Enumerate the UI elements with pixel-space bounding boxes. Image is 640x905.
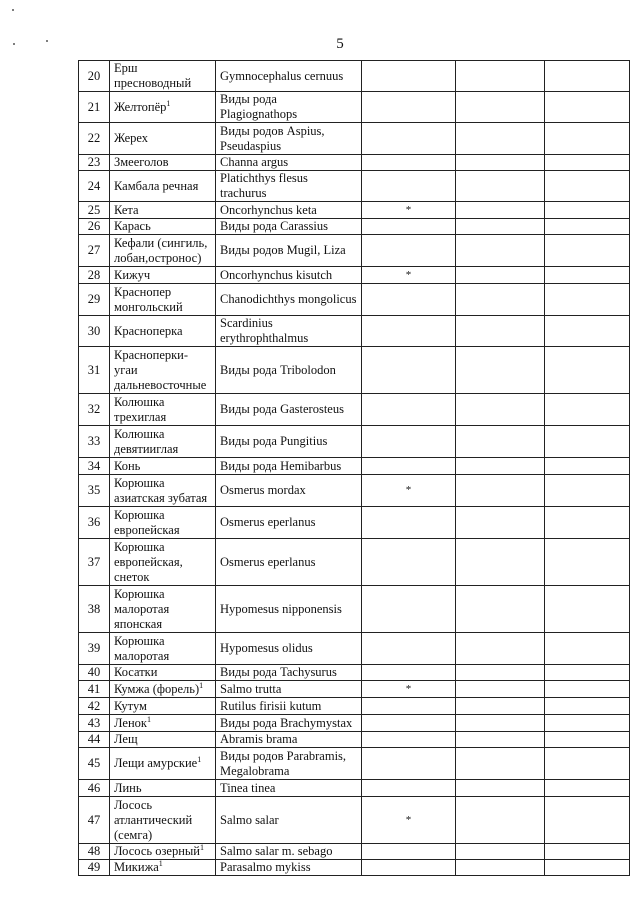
latin-name-cell	[216, 426, 362, 458]
mark-cell	[362, 219, 456, 235]
mark-cell: *	[362, 797, 456, 844]
russian-name-cell	[110, 748, 216, 780]
empty-cell	[545, 539, 630, 586]
footnote-marker: 1	[158, 859, 163, 868]
empty-cell	[545, 171, 630, 202]
table-row	[79, 507, 630, 539]
footnote-marker: 1	[166, 98, 171, 108]
latin-name: Hypomesus nipponensis	[220, 601, 342, 616]
row-number: 37	[79, 539, 110, 586]
mark-cell	[362, 698, 456, 715]
russian-name: Лещи амурские	[114, 756, 198, 770]
table-row	[79, 780, 630, 797]
latin-name-cell	[216, 347, 362, 394]
latin-name: Виды рода Brachymystax	[220, 715, 353, 730]
empty-cell	[545, 61, 630, 92]
latin-name-cell	[216, 235, 362, 267]
empty-cell	[545, 844, 630, 860]
latin-name-cell	[216, 780, 362, 797]
empty-cell	[456, 475, 545, 507]
russian-name: Линь	[114, 780, 142, 795]
table-row	[79, 394, 630, 426]
mark-cell: *	[362, 202, 456, 219]
table-row	[79, 155, 630, 171]
page-number: 5	[336, 36, 344, 52]
russian-name-cell	[110, 586, 216, 633]
latin-name-cell	[216, 586, 362, 633]
russian-name: Красноперки- угаи дальневосточные	[114, 347, 207, 392]
empty-cell	[545, 507, 630, 539]
latin-name-cell	[216, 797, 362, 844]
empty-cell	[545, 780, 630, 797]
latin-name-cell	[216, 507, 362, 539]
fish-species-table	[78, 60, 630, 876]
row-number: 33	[79, 426, 110, 458]
latin-name: Oncorhynchus keta	[220, 202, 317, 217]
table-row	[79, 475, 630, 507]
latin-name-cell	[216, 284, 362, 316]
row-number: 31	[79, 347, 110, 394]
russian-name: Корюшка малоротая	[114, 633, 170, 663]
row-number: 25	[79, 202, 110, 219]
latin-name-cell	[216, 219, 362, 235]
empty-cell	[456, 797, 545, 844]
mark-cell	[362, 235, 456, 267]
russian-name-cell	[110, 715, 216, 732]
russian-name: Корюшка малоротая японская	[114, 586, 170, 631]
empty-cell	[545, 202, 630, 219]
mark-cell: *	[362, 475, 456, 507]
table-row	[79, 748, 630, 780]
row-number: 21	[79, 92, 110, 123]
latin-name: Gymnocephalus cernuus	[220, 68, 344, 83]
russian-name: Кутум	[114, 698, 147, 713]
russian-name: Колюшка трехиглая	[114, 394, 167, 424]
empty-cell	[545, 458, 630, 475]
russian-name-cell	[110, 475, 216, 507]
empty-cell	[456, 539, 545, 586]
russian-name-cell	[110, 860, 216, 876]
empty-cell	[456, 860, 545, 876]
russian-name-cell	[110, 681, 216, 698]
russian-name-cell	[110, 665, 216, 681]
latin-name: Rutilus firisii kutum	[220, 698, 322, 713]
empty-cell	[545, 748, 630, 780]
russian-name: Жерех	[114, 131, 148, 145]
latin-name: Osmerus eperlanus	[220, 515, 316, 529]
latin-name: Oncorhynchus kisutch	[220, 267, 333, 282]
empty-cell	[456, 284, 545, 316]
latin-name-cell	[216, 123, 362, 155]
empty-cell	[456, 715, 545, 732]
empty-cell	[456, 780, 545, 797]
latin-name-cell	[216, 316, 362, 347]
mark-cell	[362, 171, 456, 202]
empty-cell	[456, 316, 545, 347]
empty-cell	[456, 394, 545, 426]
russian-name-cell	[110, 284, 216, 316]
scan-speck	[12, 9, 14, 11]
latin-name: Виды рода Plagiognathops	[220, 92, 298, 121]
empty-cell	[456, 202, 545, 219]
empty-cell	[545, 92, 630, 123]
empty-cell	[456, 698, 545, 715]
latin-name-cell	[216, 715, 362, 732]
empty-cell	[456, 633, 545, 665]
footnote-marker: 1	[146, 714, 151, 724]
mark-cell: *	[362, 681, 456, 698]
empty-cell	[545, 347, 630, 394]
russian-name: Змееголов	[114, 155, 169, 169]
latin-name-cell	[216, 202, 362, 219]
latin-name: Salmo salar	[220, 812, 279, 827]
table-row	[79, 61, 630, 92]
russian-name-cell	[110, 844, 216, 860]
empty-cell	[456, 426, 545, 458]
latin-name-cell	[216, 475, 362, 507]
latin-name: Osmerus eperlanus	[220, 554, 316, 569]
empty-cell	[545, 267, 630, 284]
russian-name: Корюшка европейская	[114, 507, 180, 537]
latin-name: Виды родов Mugil, Liza	[220, 243, 346, 257]
footnote-marker: 1	[197, 754, 202, 764]
mark-cell	[362, 665, 456, 681]
latin-name: Tinea tinea	[220, 780, 276, 795]
latin-name: Виды рода Tachysurus	[220, 665, 337, 679]
empty-cell	[545, 681, 630, 698]
table-row	[79, 92, 630, 123]
russian-name: Косатки	[114, 665, 158, 679]
russian-name: Корюшка европейская, снеток	[114, 539, 183, 584]
latin-name: Osmerus mordax	[220, 483, 306, 497]
mark-cell	[362, 284, 456, 316]
row-number: 20	[79, 61, 110, 92]
row-number: 35	[79, 475, 110, 507]
russian-name: Ерш пресноводный	[114, 61, 192, 90]
russian-name: Кижуч	[114, 267, 151, 282]
mark-cell	[362, 92, 456, 123]
russian-name: Лещ	[114, 732, 138, 746]
empty-cell	[545, 219, 630, 235]
latin-name: Виды рода Gasterosteus	[220, 402, 344, 416]
latin-name-cell	[216, 539, 362, 586]
row-number: 47	[79, 797, 110, 844]
empty-cell	[456, 681, 545, 698]
russian-name-cell	[110, 155, 216, 171]
table-row	[79, 267, 630, 284]
empty-cell	[545, 394, 630, 426]
empty-cell	[456, 171, 545, 202]
row-number: 43	[79, 715, 110, 732]
russian-name: Колюшка девятииглая	[114, 426, 179, 456]
table-row	[79, 665, 630, 681]
latin-name: Salmo trutta	[220, 681, 282, 696]
empty-cell	[456, 665, 545, 681]
latin-name: Platichthys flesus trachurus	[220, 171, 308, 200]
latin-name-cell	[216, 860, 362, 876]
table-row	[79, 732, 630, 748]
mark-cell	[362, 155, 456, 171]
empty-cell	[456, 748, 545, 780]
russian-name-cell	[110, 732, 216, 748]
russian-name-cell	[110, 92, 216, 123]
mark-cell	[362, 844, 456, 860]
mark-cell	[362, 539, 456, 586]
latin-name-cell	[216, 665, 362, 681]
latin-name-cell	[216, 458, 362, 475]
latin-name: Channa argus	[220, 155, 289, 169]
latin-name: Hypomesus olidus	[220, 641, 313, 655]
table-row	[79, 698, 630, 715]
russian-name-cell	[110, 202, 216, 219]
row-number: 22	[79, 123, 110, 155]
row-number: 40	[79, 665, 110, 681]
row-number: 26	[79, 219, 110, 235]
mark-cell	[362, 780, 456, 797]
empty-cell	[456, 347, 545, 394]
russian-name-cell	[110, 797, 216, 844]
mark-cell	[362, 394, 456, 426]
latin-name: Salmo salar m. sebago	[220, 844, 333, 858]
russian-name-cell	[110, 539, 216, 586]
footnote-marker: 1	[199, 680, 204, 690]
russian-name: Корюшка азиатская зубатая	[114, 475, 208, 505]
empty-cell	[545, 123, 630, 155]
empty-cell	[545, 155, 630, 171]
row-number: 28	[79, 267, 110, 284]
russian-name: Кумжа (форель)	[114, 681, 200, 696]
empty-cell	[456, 123, 545, 155]
empty-cell	[456, 732, 545, 748]
empty-cell	[545, 665, 630, 681]
row-number: 44	[79, 732, 110, 748]
mark-cell	[362, 316, 456, 347]
table-row	[79, 797, 630, 844]
empty-cell	[545, 475, 630, 507]
latin-name-cell	[216, 633, 362, 665]
row-number: 36	[79, 507, 110, 539]
row-number: 30	[79, 316, 110, 347]
russian-name-cell	[110, 780, 216, 797]
russian-name: Микижа	[114, 860, 159, 874]
table-row	[79, 316, 630, 347]
latin-name-cell	[216, 844, 362, 860]
empty-cell	[545, 284, 630, 316]
russian-name-cell	[110, 633, 216, 665]
russian-name-cell	[110, 267, 216, 284]
row-number: 38	[79, 586, 110, 633]
latin-name-cell	[216, 394, 362, 426]
table-row	[79, 284, 630, 316]
row-number: 42	[79, 698, 110, 715]
row-number: 32	[79, 394, 110, 426]
latin-name: Виды рода Tribolodon	[220, 362, 336, 377]
russian-name: Краснопер монгольский	[114, 284, 183, 314]
empty-cell	[545, 633, 630, 665]
russian-name-cell	[110, 219, 216, 235]
empty-cell	[456, 92, 545, 123]
table-row	[79, 235, 630, 267]
row-number: 24	[79, 171, 110, 202]
table-row	[79, 844, 630, 860]
empty-cell	[456, 267, 545, 284]
empty-cell	[545, 715, 630, 732]
row-number: 29	[79, 284, 110, 316]
russian-name-cell	[110, 61, 216, 92]
row-number: 34	[79, 458, 110, 475]
latin-name: Виды рода Hemibarbus	[220, 458, 342, 473]
russian-name-cell	[110, 235, 216, 267]
mark-cell	[362, 715, 456, 732]
russian-name-cell	[110, 394, 216, 426]
mark-cell	[362, 748, 456, 780]
russian-name-cell	[110, 426, 216, 458]
latin-name: Виды рода Pungitius	[220, 434, 328, 448]
russian-name: Ленок	[114, 715, 147, 730]
mark-cell	[362, 123, 456, 155]
latin-name: Abramis brama	[220, 732, 298, 746]
row-number: 49	[79, 860, 110, 876]
latin-name: Виды родов Aspius, Pseudaspius	[220, 123, 325, 153]
table-row	[79, 202, 630, 219]
russian-name: Конь	[114, 458, 141, 473]
row-number: 23	[79, 155, 110, 171]
empty-cell	[545, 586, 630, 633]
mark-cell	[362, 860, 456, 876]
russian-name: Лосось атлантический (семга)	[114, 797, 193, 842]
table-row	[79, 715, 630, 732]
empty-cell	[456, 844, 545, 860]
latin-name: Chanodichthys mongolicus	[220, 292, 357, 306]
mark-cell	[362, 732, 456, 748]
row-number: 39	[79, 633, 110, 665]
table-row	[79, 458, 630, 475]
empty-cell	[545, 235, 630, 267]
latin-name-cell	[216, 171, 362, 202]
russian-name: Желтопёр	[114, 99, 167, 114]
russian-name: Красноперка	[114, 323, 183, 338]
russian-name: Карась	[114, 219, 151, 233]
russian-name-cell	[110, 171, 216, 202]
empty-cell	[545, 797, 630, 844]
table-row	[79, 539, 630, 586]
mark-cell	[362, 458, 456, 475]
table-row	[79, 633, 630, 665]
latin-name: Виды рода Carassius	[220, 219, 328, 233]
russian-name: Лосось озерный	[114, 844, 200, 858]
empty-cell	[545, 426, 630, 458]
empty-cell	[456, 507, 545, 539]
mark-cell	[362, 586, 456, 633]
russian-name: Кета	[114, 202, 139, 217]
russian-name-cell	[110, 123, 216, 155]
russian-name-cell	[110, 698, 216, 715]
latin-name-cell	[216, 732, 362, 748]
latin-name: Виды родов Parabramis, Megalobrama	[220, 748, 347, 778]
empty-cell	[456, 155, 545, 171]
footnote-marker: 1	[199, 843, 204, 852]
russian-name: Камбала речная	[114, 178, 199, 193]
latin-name: Parasalmo mykiss	[220, 860, 311, 874]
table-row	[79, 586, 630, 633]
latin-name-cell	[216, 92, 362, 123]
empty-cell	[456, 61, 545, 92]
table-row	[79, 123, 630, 155]
empty-cell	[545, 732, 630, 748]
mark-cell	[362, 347, 456, 394]
mark-cell	[362, 633, 456, 665]
empty-cell	[456, 219, 545, 235]
row-number: 46	[79, 780, 110, 797]
empty-cell	[456, 586, 545, 633]
russian-name: Кефали (сингиль, лобан,остронос)	[114, 235, 208, 265]
empty-cell	[545, 316, 630, 347]
row-number: 27	[79, 235, 110, 267]
empty-cell	[456, 235, 545, 267]
mark-cell	[362, 61, 456, 92]
latin-name-cell	[216, 155, 362, 171]
latin-name-cell	[216, 698, 362, 715]
russian-name-cell	[110, 347, 216, 394]
table-row	[79, 860, 630, 876]
table-row	[79, 681, 630, 698]
table-row	[79, 347, 630, 394]
mark-cell	[362, 426, 456, 458]
russian-name-cell	[110, 316, 216, 347]
empty-cell	[545, 860, 630, 876]
russian-name-cell	[110, 458, 216, 475]
table-row	[79, 171, 630, 202]
row-number: 48	[79, 844, 110, 860]
mark-cell	[362, 507, 456, 539]
mark-cell: *	[362, 267, 456, 284]
latin-name-cell	[216, 61, 362, 92]
row-number: 41	[79, 681, 110, 698]
table-row	[79, 219, 630, 235]
russian-name-cell	[110, 507, 216, 539]
table-row	[79, 426, 630, 458]
latin-name-cell	[216, 748, 362, 780]
latin-name-cell	[216, 681, 362, 698]
row-number: 45	[79, 748, 110, 780]
empty-cell	[545, 698, 630, 715]
empty-cell	[456, 458, 545, 475]
latin-name-cell	[216, 267, 362, 284]
latin-name: Scardinius erythrophthalmus	[220, 316, 309, 345]
